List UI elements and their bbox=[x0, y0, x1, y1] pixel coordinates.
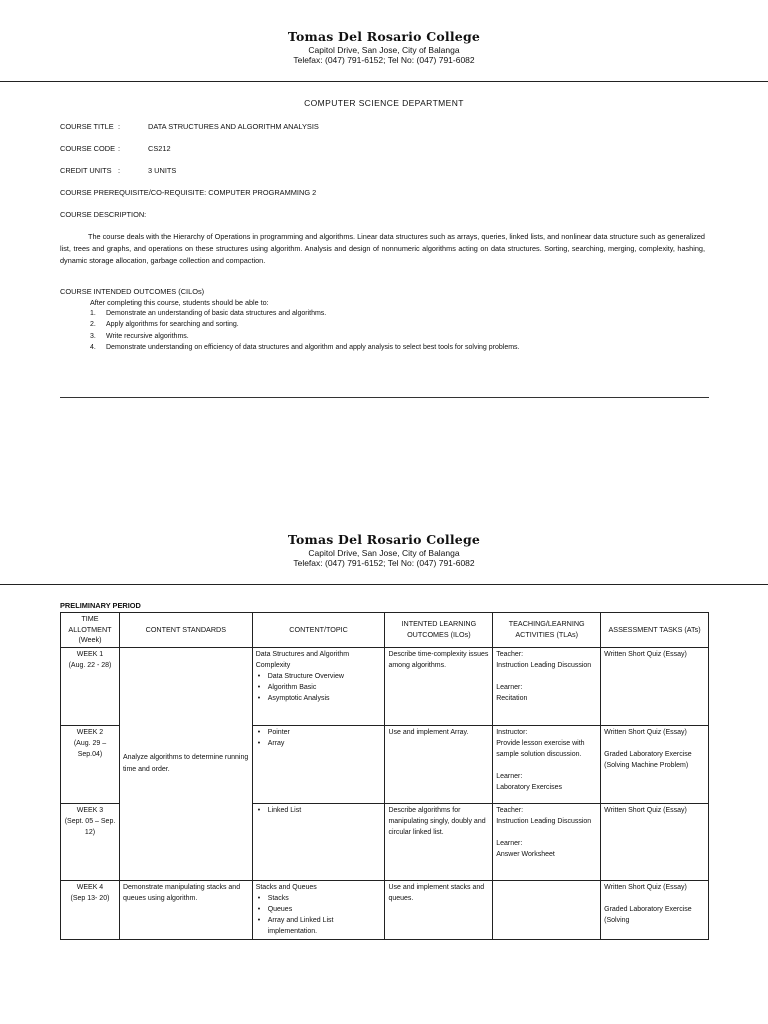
tla-cell: Teacher: Instruction Leading Discussion Learner: Answer Worksheet bbox=[493, 803, 601, 880]
course-code-row: COURSE CODE : CS212 bbox=[60, 144, 171, 153]
topic-cell: Stacks and Queues • Stacks • Queues • Array and Linked List implementation. bbox=[252, 880, 385, 939]
period-label: PRELIMINARY PERIOD bbox=[60, 601, 141, 610]
credit-units-value: 3 UNITS bbox=[148, 166, 177, 175]
ilo-cell: Describe algorithms for manipulating singly, doubly and circular linked list. bbox=[385, 803, 493, 880]
credit-units-label: CREDIT UNITS bbox=[60, 166, 112, 175]
ilo-cell: Use and implement Array. bbox=[385, 725, 493, 803]
credit-units-row: CREDIT UNITS : 3 UNITS bbox=[60, 166, 177, 175]
at-cell: Written Short Quiz (Essay) Graded Laboratory Exercise (Solving bbox=[601, 880, 709, 939]
at-cell: Written Short Quiz (Essay) bbox=[601, 803, 709, 880]
ilo-cell: Describe time-complexity issues among algorithms. bbox=[385, 647, 493, 725]
college-contact: Telefax: (047) 791-6152; Tel No: (047) 791-6082 bbox=[293, 55, 475, 65]
course-title-row: COURSE TITLE : DATA STRUCTURES AND ALGORITHM ANALYSIS bbox=[60, 122, 319, 131]
header-time-allotment: TIME ALLOTMENT (Week) bbox=[61, 613, 120, 648]
cilo-intro: After completing this course, students should be able to: bbox=[90, 298, 269, 307]
college-address: Capitol Drive, San Jose, City of Balanga bbox=[308, 45, 460, 55]
at-cell: Written Short Quiz (Essay) Graded Laboratory Exercise (Solving Machine Problem) bbox=[601, 725, 709, 803]
page-end-divider bbox=[60, 397, 709, 398]
college-address: Capitol Drive, San Jose, City of Balanga bbox=[308, 548, 460, 558]
course-title-value: DATA STRUCTURES AND ALGORITHM ANALYSIS bbox=[148, 122, 319, 131]
college-name: Tomas Del Rosario College bbox=[287, 532, 481, 547]
list-item: 4. Demonstrate understanding on efficiency of data structures and algorithm and apply analysis to select best tools for solving problems. bbox=[90, 343, 520, 351]
cilo-heading: COURSE INTENDED OUTCOMES (CILOs) bbox=[60, 287, 205, 296]
header-tlas: TEACHING/LEARNING ACTIVITIES (TLAs) bbox=[493, 613, 601, 648]
content-standard-cell: Demonstrate manipulating stacks and queues using algorithm. bbox=[119, 880, 252, 939]
tla-cell: Teacher: Instruction Leading Discussion Learner: Recitation bbox=[493, 647, 601, 725]
content-standard-cell: Analyze algorithms to determine running time and order. bbox=[119, 647, 252, 880]
list-item: 3. Write recursive algorithms. bbox=[90, 332, 189, 340]
week-cell: WEEK 3 (Sept. 05 – Sep. 12) bbox=[61, 803, 120, 880]
table-row bbox=[61, 880, 709, 939]
topic-cell: • Pointer • Array bbox=[252, 725, 385, 803]
header-content-topic: CONTENT/TOPIC bbox=[252, 613, 385, 648]
prerequisite: COURSE PREREQUISITE/CO-REQUISITE: COMPUTER PROGRAMMING 2 bbox=[60, 188, 317, 197]
description-label: COURSE DESCRIPTION: bbox=[60, 210, 147, 219]
week-cell: WEEK 4 (Sep 13- 20) bbox=[61, 880, 120, 939]
table-row bbox=[61, 647, 709, 725]
department-title: COMPUTER SCIENCE DEPARTMENT bbox=[304, 98, 464, 108]
week-cell: WEEK 2 (Aug. 29 – Sep.04) bbox=[61, 725, 120, 803]
header-ilos: INTENTED LEARNING OUTCOMES (ILOs) bbox=[385, 613, 493, 648]
list-item: 1. Demonstrate an understanding of basic data structures and algorithms. bbox=[90, 310, 327, 317]
week-cell: WEEK 1 (Aug. 22 - 28) bbox=[61, 647, 120, 725]
list-item: 2. Apply algorithms for searching and sorting. bbox=[90, 321, 239, 329]
at-cell: Written Short Quiz (Essay) bbox=[601, 647, 709, 725]
college-name: Tomas Del Rosario College bbox=[287, 29, 481, 44]
course-code-value: CS212 bbox=[148, 144, 171, 153]
syllabus-table bbox=[60, 612, 709, 940]
cilo-list bbox=[90, 308, 520, 353]
header-content-standards: CONTENT STANDARDS bbox=[119, 613, 252, 648]
table-header-row bbox=[61, 613, 709, 648]
header-ats: ASSESSMENT TASKS (ATs) bbox=[601, 613, 709, 648]
topic-cell: • Linked List bbox=[252, 803, 385, 880]
college-contact: Telefax: (047) 791-6152; Tel No: (047) 791-6082 bbox=[293, 558, 475, 568]
tla-cell bbox=[493, 880, 601, 939]
course-description: The course deals with the Hierarchy of Operations in programming and algorithms. Linear data structures such as arrays, queries, linked lists, and nonlinear data structure such as generalized list, trees and graphs, and operations on these structures using algorithm. Analysis and design of nonnumeric algorithms acting on data structures. Sorting, searching, merging, complexity, hashing, dynamic storage allocation, garbage collection and compaction. bbox=[60, 232, 705, 265]
header-divider bbox=[0, 584, 768, 585]
topic-cell: Data Structures and Algorithm Complexity • Data Structure Overview • Algorithm Basic • Asymptotic Analysis bbox=[252, 647, 385, 725]
course-code-label: COURSE CODE bbox=[60, 144, 116, 153]
ilo-cell: Use and implement stacks and queues. bbox=[385, 880, 493, 939]
header-divider bbox=[0, 81, 768, 82]
course-title-label: COURSE TITLE bbox=[60, 122, 114, 131]
tla-cell: Instructor: Provide lesson exercise with sample solution discussion. Learner: Laboratory Exercises bbox=[493, 725, 601, 803]
